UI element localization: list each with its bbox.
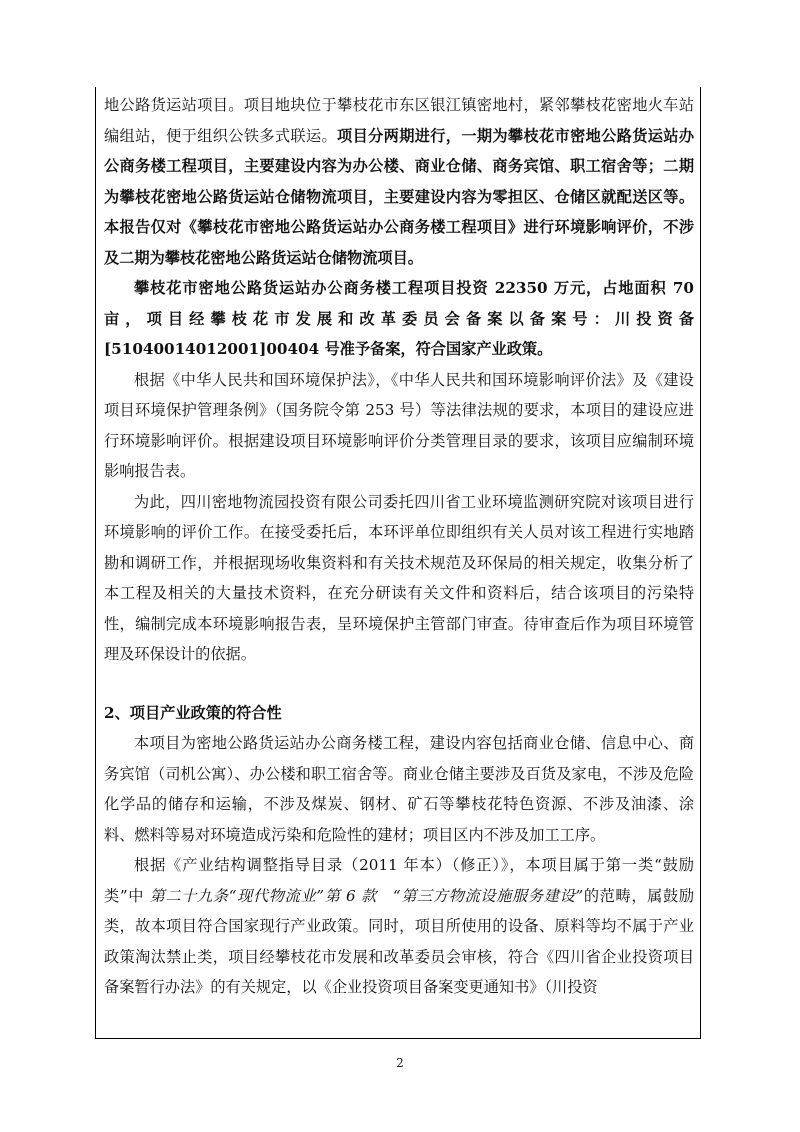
- paragraph-investment: 攀枝花市密地公路货运站办公商务楼工程项目投资 22350 万元，占地面积 70 亩，项目经攀枝花市发展和改革委员会备案以备案号：川投资备[51040014012001]00404 号准予备案，符合国家产业政策。: [104, 279, 694, 358]
- text-policy-clause: 第二十九条“现代物流业”第 6 款 “第三方物流设施服务建设”: [149, 886, 584, 905]
- document-body: [104, 90, 694, 1003]
- paragraph-commission: 为此，四川密地物流园投资有限公司委托四川省工业环境监测研究院对该项目进行环境影响的评价工作。在接受委托后，本环评单位即组织有关人员对该工程进行实地踏勘和调研工作，并根据现场收集资料和有关技术规范及环保局的相关规定，收集分析了本工程及相关的大量技术资料，在充分研读有关文件和资料后，结合该项目的污染特性，编制完成本环境影响报告表，呈环境保护主管部门审查。待审查后作为项目环境管理及环保设计的依据。: [104, 492, 694, 663]
- text-phases: 项目分两期进行，一期为攀枝花市密地公路货运站办公商务楼工程项目，主要建设内容为办公楼、商业仓储、商务宾馆、职工宿舍等；二期为攀枝花密地公路货运站仓储物流项目，主要建设内容为零担区、仓储区就配送区等。本报告仅对《攀枝花市密地公路货运站办公商务楼工程项目》进行环境影响评价，不涉及二期为攀枝花密地公路货运站仓储物流项目。: [104, 126, 695, 267]
- paragraph-policy: [104, 850, 694, 1003]
- paragraph-legal-basis: 根据《中华人民共和国环境保护法》，《中华人民共和国环境影响评价法》及《建设项目环境保护管理条例》（国务院令第 253 号）等法律法规的要求，本项目的建设应进行环境影响评价。根据建设项目环境影响评价分类管理目录的要求，该项目应编制环境影响报告表。: [104, 370, 694, 480]
- text-policy-intro: 根据《产业结构调整指导目录（2011 年本）（修正）》，本项目属于第一类“鼓励类”中: [104, 856, 694, 905]
- paragraph-project-location: [104, 90, 694, 273]
- text-location: 地公路货运站项目。项目地块位于攀枝花市东区银江镇密地村，紧邻攀枝花密地火车站编组站，便于组织公铁多式联运。: [104, 96, 694, 145]
- page-number: 2: [396, 1056, 404, 1070]
- text-policy-conclusion: 的范畴，属鼓励类，故本项目符合国家现行产业政策。同时，项目所使用的设备、原料等均不属于产业政策淘汰禁止类，项目经攀枝花市发展和改革委员会审核，符合《四川省企业投资项目备案暂行办法》的有关规定，以《企业投资项目备案变更通知书》（川投资: [104, 886, 695, 996]
- paragraph-scope: 本项目为密地公路货运站办公商务楼工程，建设内容包括商业仓储、信息中心、商务宾馆（司机公寓）、办公楼和职工宿舍等。商业仓储主要涉及百货及家电，不涉及危险化学品的储存和运输，不涉及煤炭、钢材、矿石等攀枝花特色资源、不涉及油漆、涂料、燃料等易对环境造成污染和危险性的建材；项目区内不涉及加工工序。: [104, 734, 694, 844]
- section-heading: 2、项目产业政策的符合性: [104, 703, 282, 722]
